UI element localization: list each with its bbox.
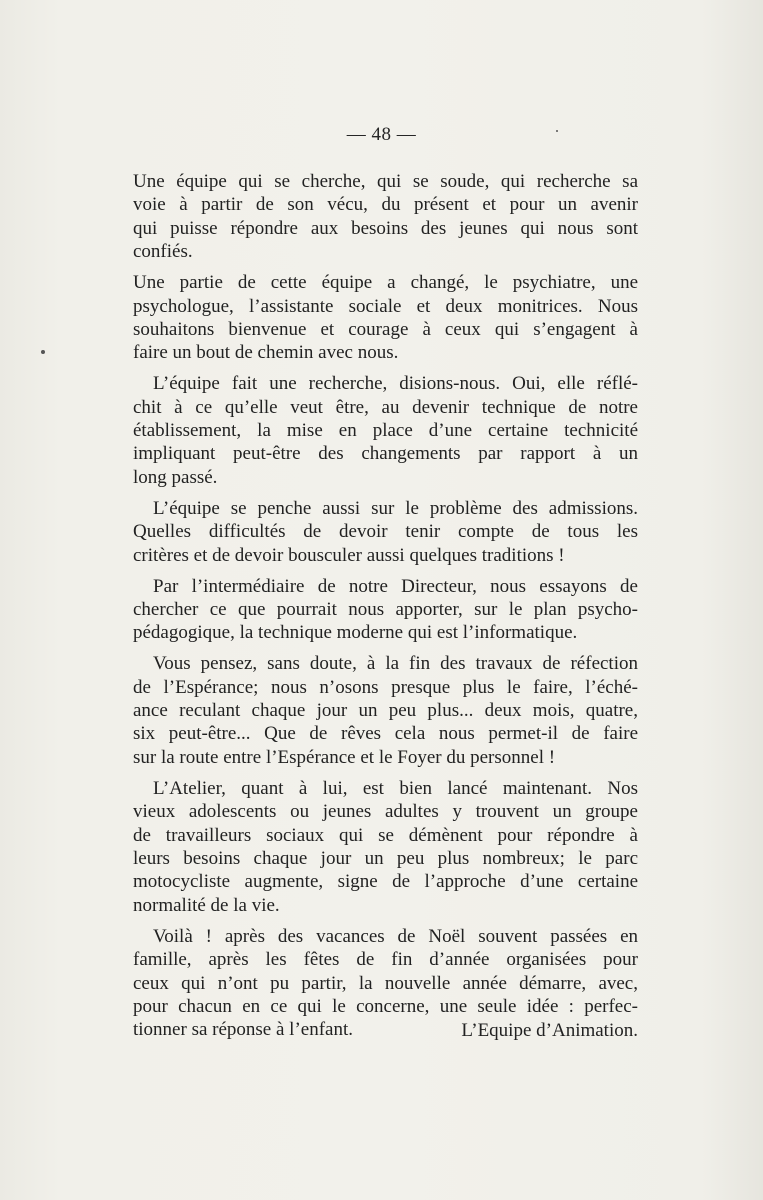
text-line: psychologue, l’assistante sociale et deux monitrices. Nous [133, 295, 638, 317]
text-line: chit à ce qu’elle veut être, au devenir technique de notre [133, 396, 638, 418]
paragraph-4 [133, 497, 638, 567]
text-line: pédagogique, la technique moderne qui est l’informatique. [133, 622, 578, 644]
text-line: six peut-être... Que de rêves cela nous permet-il de faire [133, 723, 638, 745]
text-line: L’Atelier, quant à lui, est bien lancé maintenant. Nos [153, 777, 638, 799]
body-text [133, 170, 638, 1049]
text-line: faire un bout de chemin avec nous. [133, 342, 399, 364]
text-line: motocycliste augmente, signe de l’approche d’une certaine [133, 871, 638, 893]
paragraph-1 [133, 170, 638, 264]
page-number: — 48 — [346, 124, 417, 145]
text-line: souhaitons bienvenue et courage à ceux qui s’engagent à [133, 318, 638, 340]
ink-speck [41, 350, 45, 354]
text-line: Une équipe qui se cherche, qui se soude, qui recherche sa [133, 171, 638, 192]
text-line: Quelles difficultés de devoir tenir compte de tous les [133, 521, 638, 543]
text-line: confiés. [133, 241, 193, 263]
text-line: L’équipe fait une recherche, disions-nous. Oui, elle réflé- [153, 373, 638, 395]
text-line: Une partie de cette équipe a changé, le psychiatre, une [133, 272, 638, 294]
text-line: tionner sa réponse à l’enfant. [133, 1019, 353, 1041]
paragraph-6 [133, 652, 638, 769]
text-line: qui puisse répondre aux besoins des jeunes qui nous sont [133, 217, 638, 239]
text-line: long passé. [133, 466, 218, 488]
text-line: voie à partir de son vécu, du présent et pour un avenir [133, 194, 638, 216]
paragraph-2 [133, 271, 638, 365]
text-line: de travailleurs sociaux qui se démènent pour répondre à [133, 824, 638, 846]
text-line: établissement, la mise en place d’une certaine technicité [133, 420, 638, 442]
paragraph-3 [133, 372, 638, 489]
text-line: Voilà ! après des vacances de Noël souvent passées en [153, 925, 638, 947]
text-line: Par l’intermédiaire de notre Directeur, nous essayons de [153, 575, 638, 597]
ink-speck [556, 130, 558, 132]
text-line: critères et de devoir bousculer aussi quelques traditions ! [133, 544, 565, 566]
text-line: chercher ce que pourrait nous apporter, sur le plan psycho- [133, 598, 638, 620]
text-line: normalité de la vie. [133, 894, 280, 916]
text-line: Vous pensez, sans doute, à la fin des travaux de réfection [153, 653, 638, 675]
text-line: leurs besoins chaque jour un peu plus nombreux; le parc [133, 847, 638, 869]
paragraph-7 [133, 777, 638, 917]
signature: L’Equipe d’Animation. [461, 1020, 638, 1041]
text-line: L’équipe se penche aussi sur le problème des admissions. [153, 497, 638, 519]
text-line: de l’Espérance; nous n’osons presque plus le faire, l’éché- [133, 676, 638, 698]
paragraph-5 [133, 575, 638, 645]
text-line: pour chacun en ce qui le concerne, une seule idée : perfec- [133, 995, 638, 1017]
text-line: vieux adolescents ou jeunes adultes y trouvent un groupe [133, 801, 638, 823]
text-line: impliquant peut-être des changements par rapport à un [133, 443, 638, 465]
text-line: ance reculant chaque jour un peu plus... deux mois, quatre, [133, 700, 638, 722]
text-line: famille, après les fêtes de fin d’année organisées pour [133, 949, 638, 971]
text-line: sur la route entre l’Espérance et le Foyer du personnel ! [133, 746, 556, 768]
text-line: ceux qui n’ont pu partir, la nouvelle année démarre, avec, [133, 972, 638, 994]
